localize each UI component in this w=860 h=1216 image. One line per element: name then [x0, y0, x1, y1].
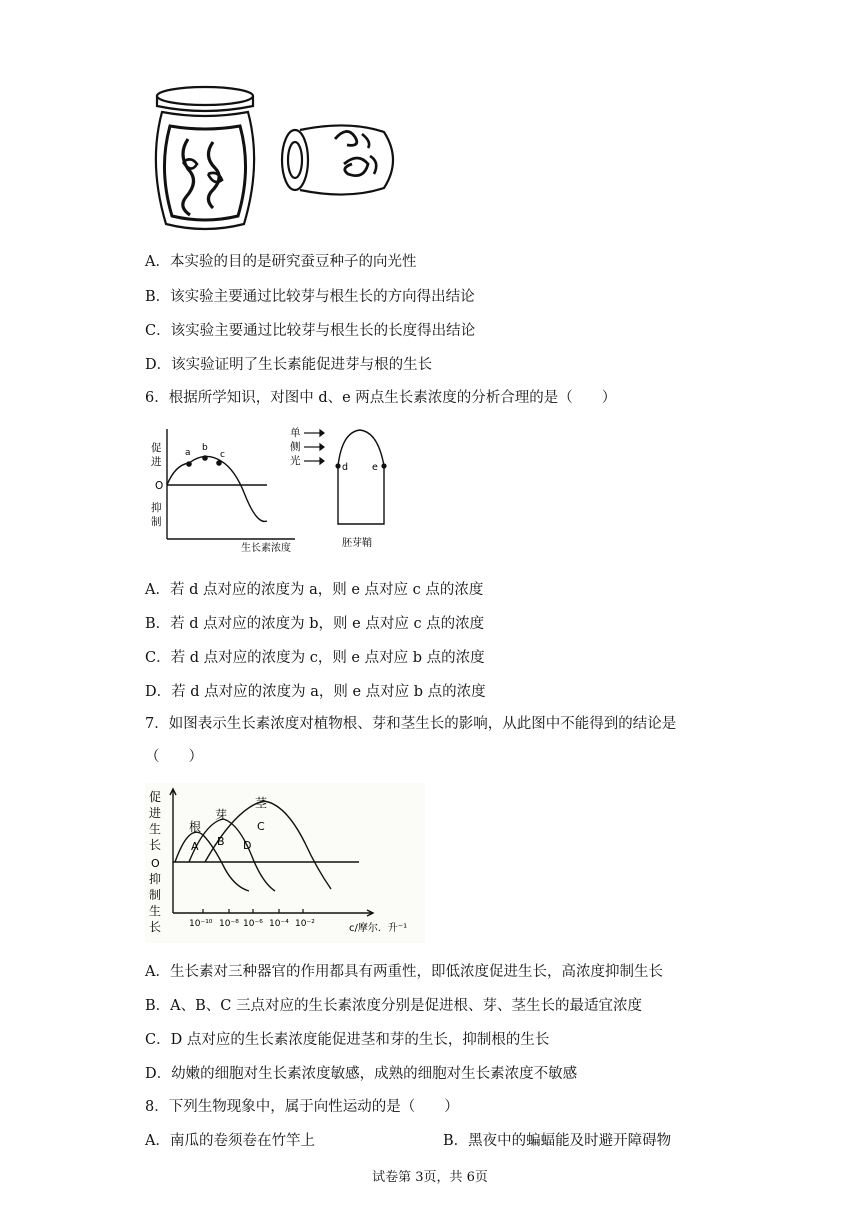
- x-tick-4: 10⁻⁴: [269, 919, 289, 929]
- point-c: [216, 460, 222, 466]
- q5-option-a[interactable]: A．本实验的目的是研究蚕豆种子的向光性: [145, 254, 417, 270]
- q6-option-c[interactable]: C．若 d 点对应的浓度为 c，则 e 点对应 b 点的浓度: [145, 650, 485, 666]
- point-a-label: a: [185, 448, 191, 458]
- y-label-promote-2: 进: [151, 456, 162, 468]
- point-a-label: A: [191, 840, 199, 853]
- upright-jar-icon: [156, 87, 254, 229]
- x-tick-5: 10⁻²: [295, 919, 315, 929]
- origin-label: O: [155, 480, 164, 492]
- q5-option-d[interactable]: D．该实验证明了生长素能促进芽与根的生长: [145, 357, 433, 373]
- page-footer: 试卷第 3页，共 6页: [372, 1170, 488, 1185]
- q8-option-b[interactable]: B．黑夜中的蝙蝠能及时避开障碍物: [443, 1133, 672, 1149]
- point-d-label: D: [243, 839, 252, 852]
- y-label-6: 制: [149, 888, 162, 902]
- stem-label: 茎: [255, 796, 268, 810]
- bud-label: 芽: [215, 808, 228, 822]
- origin-label: O: [151, 857, 160, 870]
- q8-stem: 8．下列生物现象中，属于向性运动的是（ ）: [145, 1099, 459, 1115]
- x-tick-2: 10⁻⁸: [219, 919, 239, 929]
- y-label-2: 进: [149, 806, 162, 820]
- y-label-promote-1: 促: [151, 442, 162, 454]
- y-label-1: 促: [149, 790, 162, 804]
- point-a: [186, 461, 192, 467]
- q8-option-a[interactable]: A．南瓜的卷须卷在竹竿上: [145, 1133, 315, 1149]
- point-e-label: e: [372, 462, 378, 473]
- point-c-label: C: [257, 820, 265, 833]
- y-label-inhibit-2: 制: [151, 516, 162, 528]
- q7-stem-line1: 7．如图表示生长素浓度对植物根、芽和茎生长的影响，从此图中不能得到的结论是: [145, 716, 677, 732]
- point-d-label: d: [342, 462, 349, 473]
- sideways-jar-icon: [282, 125, 393, 194]
- q7-stem-line2: （ ）: [145, 749, 203, 765]
- x-axis-label: 生长素浓度: [241, 543, 291, 554]
- q6-coleoptile-figure: [286, 424, 396, 556]
- q6-option-b[interactable]: B．若 d 点对应的浓度为 b，则 e 点对应 c 点的浓度: [145, 616, 485, 632]
- q7-option-d[interactable]: D．幼嫩的细胞对生长素浓度敏感，成熟的细胞对生长素浓度不敏感: [145, 1066, 578, 1082]
- point-b-label: B: [217, 835, 225, 848]
- auxin-curve: [167, 456, 267, 521]
- jar-figure: [148, 84, 410, 232]
- y-label-4: 长: [149, 838, 162, 852]
- coleoptile-label: 胚芽鞘: [342, 538, 372, 549]
- y-label-7: 生: [149, 904, 162, 918]
- q6-stem: 6．根据所学知识，对图中 d、e 两点生长素浓度的分析合理的是（ ）: [145, 390, 617, 406]
- point-e: [381, 463, 386, 468]
- point-b-label: b: [202, 443, 208, 453]
- q6-option-d[interactable]: D．若 d 点对应的浓度为 a，则 e 点对应 b 点的浓度: [145, 684, 486, 700]
- x-axis-label: c/摩尔．升⁻¹: [349, 923, 408, 934]
- q7-organ-response-graph: [145, 783, 425, 943]
- q5-option-c[interactable]: C．该实验主要通过比较芽与根生长的长度得出结论: [145, 323, 476, 339]
- coleoptile-outline: [338, 430, 384, 524]
- y-label-3: 生: [149, 822, 162, 836]
- light-label-3: 光: [290, 455, 301, 467]
- point-b: [202, 455, 208, 461]
- light-label-2: 侧: [290, 441, 301, 453]
- point-c-label: c: [220, 450, 225, 460]
- q7-option-a[interactable]: A．生长素对三种器官的作用都具有两重性，即低浓度促进生长，高浓度抑制生长: [145, 964, 663, 980]
- point-d: [335, 463, 340, 468]
- x-tick-1: 10⁻¹⁰: [189, 919, 213, 929]
- q7-option-b[interactable]: B．A、B、C 三点对应的生长素浓度分别是促进根、芽、茎生长的最适宜浓度: [145, 998, 642, 1014]
- y-label-8: 长: [149, 920, 162, 934]
- q6-option-a[interactable]: A．若 d 点对应的浓度为 a，则 e 点对应 c 点的浓度: [145, 582, 484, 598]
- root-label: 根: [189, 820, 202, 834]
- light-label-1: 单: [290, 427, 301, 439]
- q5-option-b[interactable]: B．该实验主要通过比较芽与根生长的方向得出结论: [145, 289, 475, 305]
- y-label-inhibit-1: 抑: [151, 502, 162, 514]
- x-tick-3: 10⁻⁶: [243, 919, 263, 929]
- y-label-5: 抑: [149, 872, 162, 886]
- q7-option-c[interactable]: C．D 点对应的生长素浓度能促进茎和芽的生长，抑制根的生长: [145, 1032, 550, 1048]
